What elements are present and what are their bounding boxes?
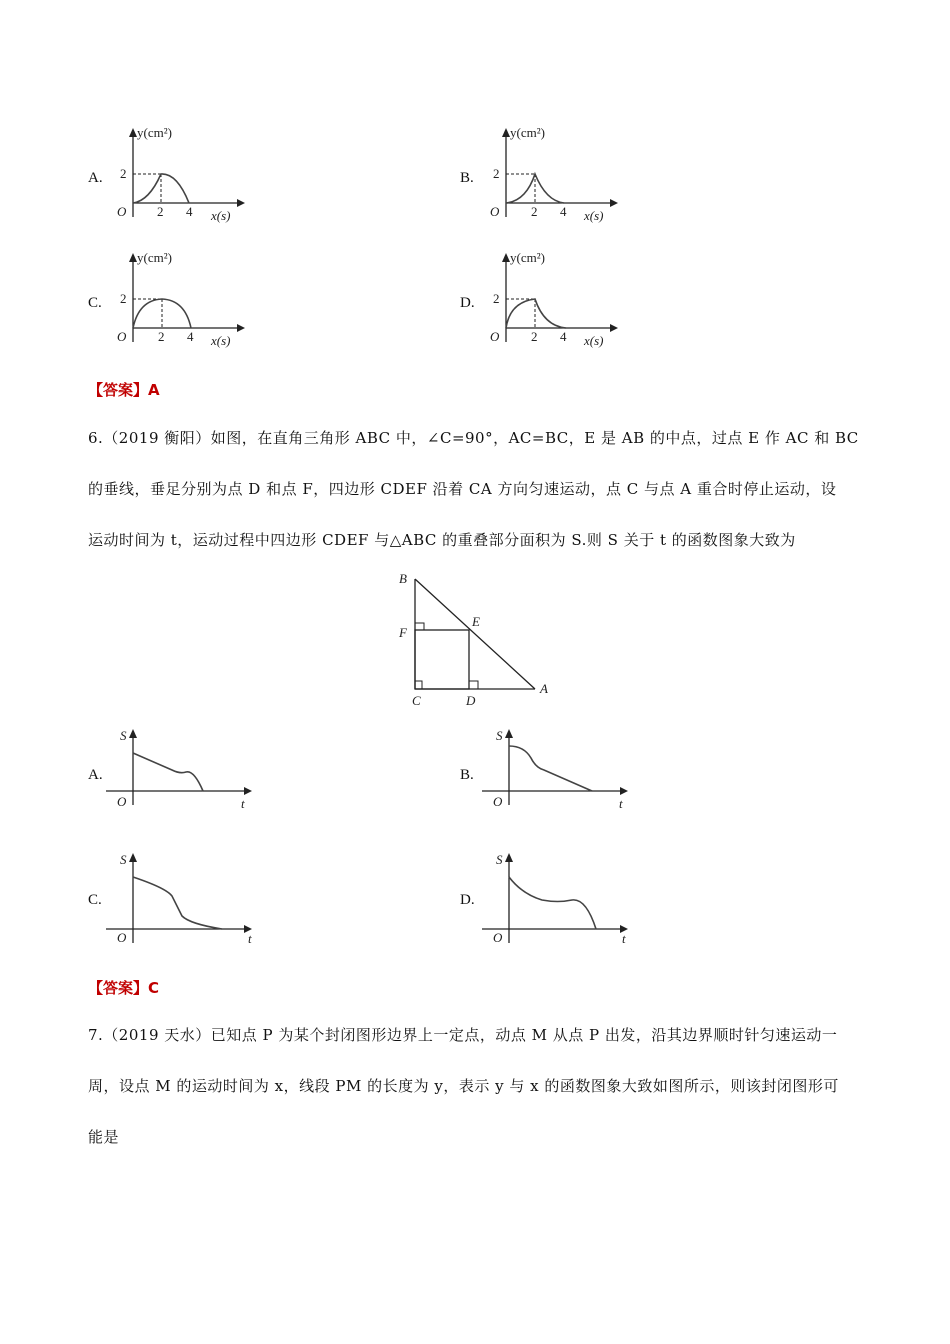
option-label: A. <box>88 767 103 783</box>
x-axis-label: x(s) <box>584 333 604 348</box>
x-tick: 2 <box>158 329 165 344</box>
x-axis-label: t <box>241 796 245 811</box>
x-axis-label: x(s) <box>211 208 231 223</box>
q6-graph-b <box>476 722 636 812</box>
y-axis-label: y(cm²) <box>510 250 545 265</box>
y-axis-label: S <box>496 852 503 867</box>
option-label: B. <box>460 767 474 783</box>
label-c: C <box>412 693 421 708</box>
y-tick: 2 <box>120 166 127 181</box>
y-axis-label: y(cm²) <box>137 250 172 265</box>
x-axis-label: x(s) <box>211 333 231 348</box>
origin-label: O <box>493 794 503 809</box>
q7-line-2: 周，设点 M 的运动时间为 x，线段 PM 的长度为 y，表示 y 与 x 的函数图象大致如图所示，则该封闭图形可 <box>88 1077 839 1095</box>
y-axis-label: S <box>496 728 503 743</box>
x-tick: 2 <box>157 204 164 219</box>
q6-line-2: 的垂线，垂足分别为点 D 和点 F，四边形 CDEF 沿着 CA 方向匀速运动，点 C 与点 A 重合时停止运动，设 <box>88 480 837 498</box>
q7-line-1: 7.（2019 天水）已知点 P 为某个封闭图形边界上一定点，动点 M 从点 P 出发，沿其边界顺时针匀速运动一 <box>88 1026 838 1044</box>
x-tick: 4 <box>187 329 194 344</box>
q7-line-3: 能是 <box>88 1128 120 1146</box>
label-e: E <box>472 614 480 629</box>
y-tick: 2 <box>120 291 127 306</box>
x-tick: 2 <box>531 204 538 219</box>
origin-label: O <box>117 329 127 344</box>
y-axis-label: y(cm²) <box>137 125 172 140</box>
y-axis-label: y(cm²) <box>510 125 545 140</box>
q5-answer: 【答案】A <box>88 381 160 399</box>
option-label: B. <box>460 170 474 186</box>
x-tick: 4 <box>560 329 567 344</box>
y-axis-label: S <box>120 852 127 867</box>
q5-graph-c <box>105 250 255 355</box>
option-label: A. <box>88 170 103 186</box>
label-f: F <box>399 625 407 640</box>
option-label: D. <box>460 295 475 311</box>
q6-line-1: 6.（2019 衡阳）如图，在直角三角形 ABC 中，∠C=90°，AC=BC，E 是 AB 的中点，过点 E 作 AC 和 BC <box>88 429 859 447</box>
x-axis-label: t <box>248 931 252 946</box>
x-axis-label: t <box>619 796 623 811</box>
q5-graph-d <box>478 250 628 355</box>
q5-graph-b <box>478 125 628 230</box>
y-tick: 2 <box>493 166 500 181</box>
q7-question <box>88 1010 868 1163</box>
option-label: C. <box>88 892 102 908</box>
q5-graph-a <box>105 125 255 230</box>
y-tick: 2 <box>493 291 500 306</box>
origin-label: O <box>117 930 127 945</box>
x-axis-label: t <box>622 931 626 946</box>
option-label: C. <box>88 295 102 311</box>
x-tick: 2 <box>531 329 538 344</box>
q6-answer: 【答案】C <box>88 979 160 997</box>
x-tick: 4 <box>186 204 193 219</box>
origin-label: O <box>117 794 127 809</box>
x-tick: 4 <box>560 204 567 219</box>
label-b: B <box>399 571 407 586</box>
q6-question <box>88 413 868 566</box>
label-d: D <box>466 693 476 708</box>
label-a: A <box>540 681 548 696</box>
q6-graph-d <box>476 846 636 946</box>
origin-label: O <box>490 329 500 344</box>
option-label: D. <box>460 892 475 908</box>
origin-label: O <box>117 204 127 219</box>
q6-graph-c <box>100 846 260 946</box>
q6-line-3: 运动时间为 t，运动过程中四边形 CDEF 与△ABC 的重叠部分面积为 S.则 S 关于 t 的函数图象大致为 <box>88 531 796 549</box>
origin-label: O <box>490 204 500 219</box>
x-axis-label: x(s) <box>584 208 604 223</box>
q6-triangle-figure <box>390 565 570 715</box>
y-axis-label: S <box>120 728 127 743</box>
q6-graph-a <box>100 722 260 812</box>
origin-label: O <box>493 930 503 945</box>
